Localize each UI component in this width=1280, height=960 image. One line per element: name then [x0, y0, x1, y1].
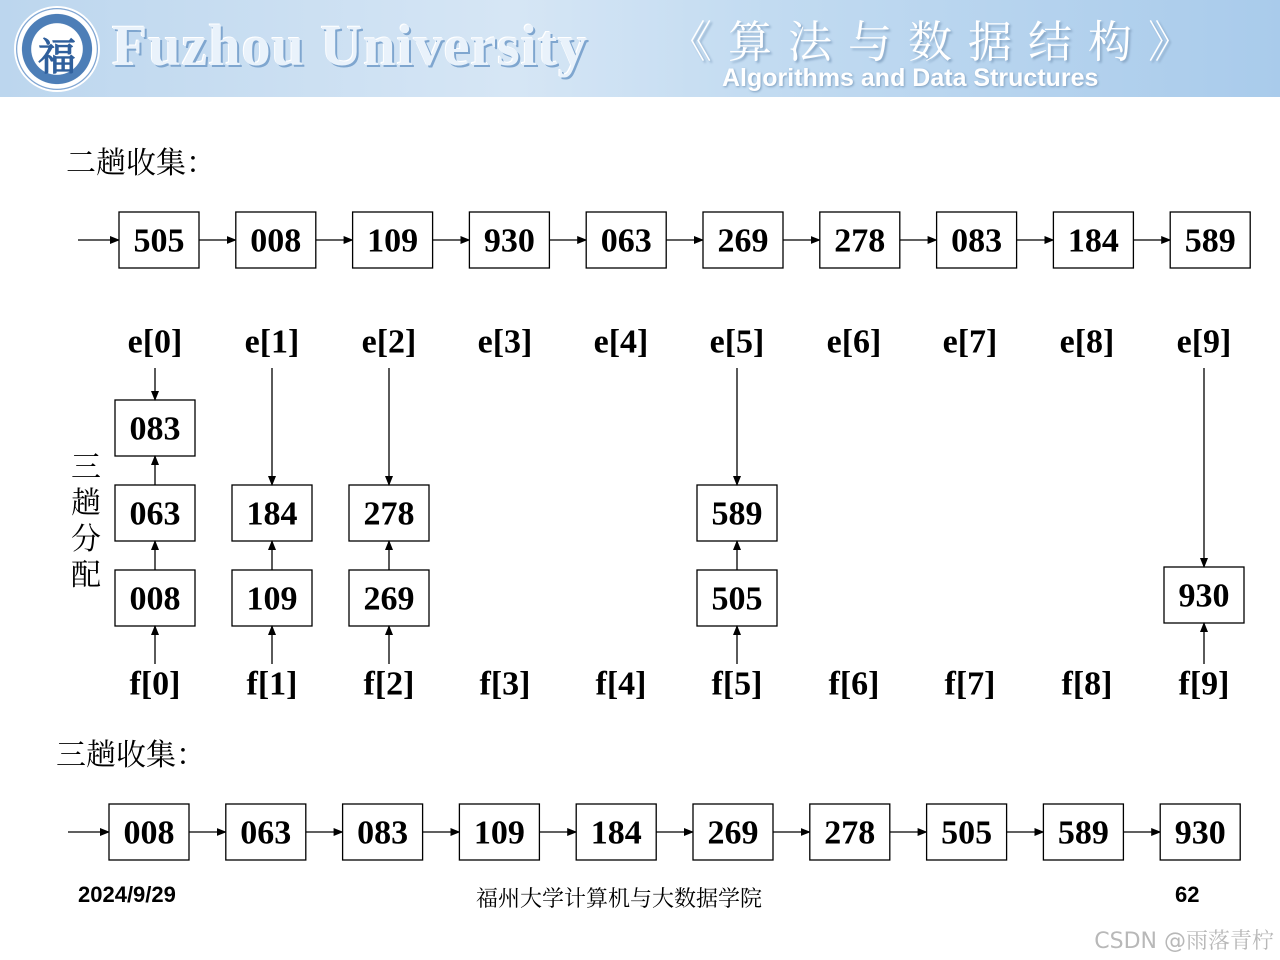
bucket-tail-label: f[8]: [1061, 665, 1113, 703]
bucket-tail-label: f[4]: [595, 665, 647, 703]
list-node-value: 269: [707, 814, 759, 852]
footer-school: 福州大学计算机与大数据学院: [476, 887, 763, 912]
bucket-head-label: e[0]: [127, 323, 183, 361]
bucket-node-value: 930: [1178, 577, 1230, 615]
bucket-head-label: e[2]: [361, 323, 417, 361]
list-node-value: 008: [123, 814, 175, 852]
bucket-head-label: e[5]: [709, 323, 765, 361]
bucket-tail-label: f[5]: [711, 665, 763, 703]
bucket-node-value: 083: [129, 410, 181, 448]
list-node-value: 589: [1184, 222, 1236, 260]
second-collect-list: [78, 212, 1250, 268]
list-node-value: 063: [240, 814, 292, 852]
list-node-value: 269: [717, 222, 769, 260]
list-node-value: 083: [357, 814, 409, 852]
list-node-value: 083: [951, 222, 1003, 260]
bucket-head-label: e[9]: [1176, 323, 1232, 361]
list-node-value: 589: [1057, 814, 1109, 852]
university-name: Fuzhou University: [112, 13, 589, 78]
bucket-node-value: 184: [246, 495, 298, 533]
bucket-node-value: 269: [363, 580, 415, 618]
bucket-tail-label: f[7]: [944, 665, 996, 703]
watermark: CSDN @雨落青柠: [1094, 929, 1274, 954]
second-collect-title: 二趟收集：: [66, 146, 216, 181]
bucket-tail-label: f[6]: [828, 665, 880, 703]
bucket-head-label: e[1]: [244, 323, 300, 361]
third-collect-list: [68, 804, 1240, 860]
bucket-node-value: 278: [363, 495, 415, 533]
bucket-head-label: e[3]: [477, 323, 533, 361]
third-collect-title: 三趟收集：: [56, 738, 206, 773]
list-node-value: 008: [250, 222, 302, 260]
list-node-value: 184: [590, 814, 642, 852]
third-distribute-buckets: [115, 324, 1244, 703]
bucket-tail-label: f[9]: [1178, 665, 1230, 703]
bucket-node-value: 109: [246, 580, 298, 618]
list-node-value: 278: [824, 814, 876, 852]
list-node-value: 109: [367, 222, 419, 260]
bucket-head-label: e[7]: [942, 323, 998, 361]
list-node-value: 930: [483, 222, 535, 260]
course-title-cn: 《算法与数据结构》: [668, 17, 1208, 68]
bucket-node-value: 063: [129, 495, 181, 533]
bucket-tail-label: f[3]: [479, 665, 531, 703]
bucket-tail-label: f[2]: [363, 665, 415, 703]
bucket-head-label: e[6]: [826, 323, 882, 361]
course-title-en: Algorithms and Data Structures: [722, 64, 1099, 92]
bucket-node-value: 008: [129, 580, 181, 618]
list-node-value: 505: [941, 814, 993, 852]
logo-char: 福: [37, 34, 76, 79]
third-distribute-label: 三趟分配: [71, 450, 101, 593]
bucket-node-value: 505: [711, 580, 763, 618]
list-node-value: 505: [133, 222, 185, 260]
list-node-value: 184: [1067, 222, 1119, 260]
bucket-head-label: e[8]: [1059, 323, 1115, 361]
bucket-node-value: 589: [711, 495, 763, 533]
list-node-value: 278: [834, 222, 886, 260]
bucket-head-label: e[4]: [593, 323, 649, 361]
list-node-value: 930: [1174, 814, 1226, 852]
bucket-tail-label: f[1]: [246, 665, 298, 703]
list-node-value: 109: [473, 814, 525, 852]
bucket-tail-label: f[0]: [129, 665, 181, 703]
footer-page-number: 62: [1175, 882, 1200, 907]
footer-date: 2024/9/29: [78, 882, 176, 907]
list-node-value: 063: [600, 222, 652, 260]
